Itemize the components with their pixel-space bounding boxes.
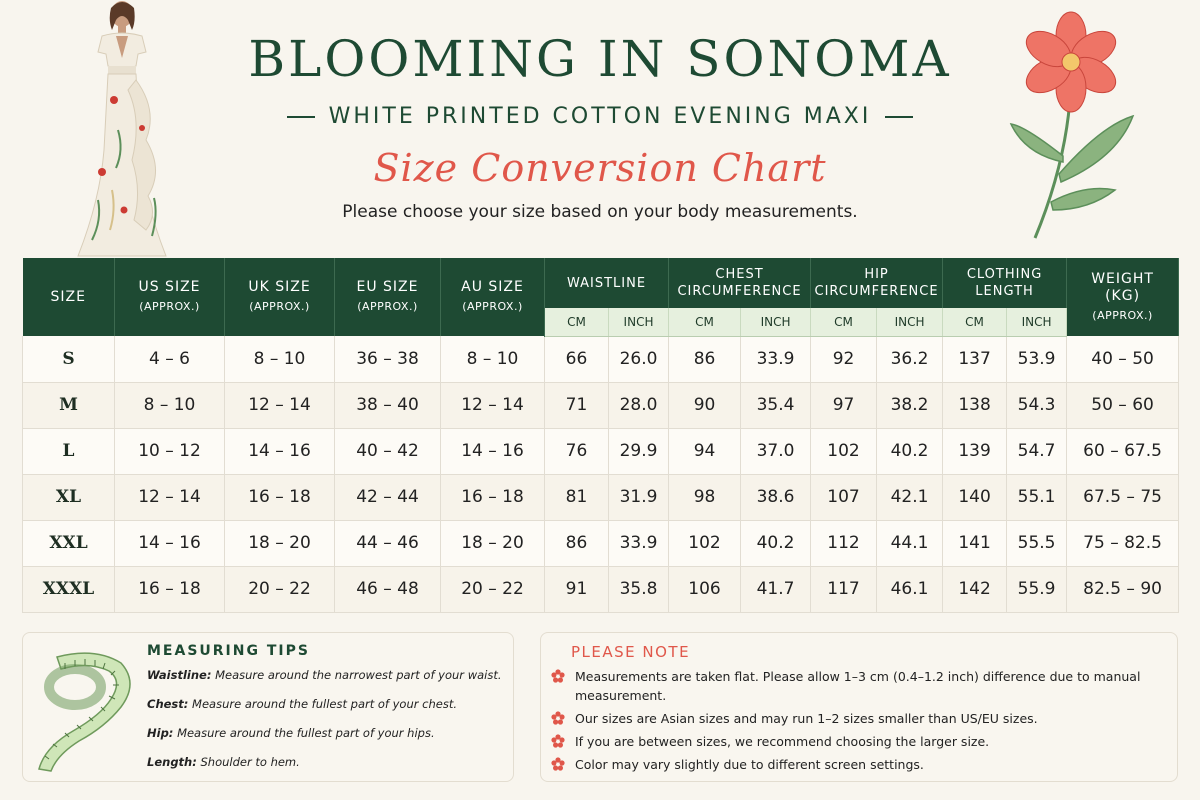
chest-inch-cell: 38.6: [741, 474, 811, 520]
note-text: If you are between sizes, we recommend choosing the larger size.: [575, 734, 990, 749]
flower-bullet-icon: [551, 757, 565, 771]
size-cell: M: [23, 382, 115, 428]
chest-cm-cell: 86: [669, 336, 741, 382]
hip-inch-cell: 38.2: [877, 382, 943, 428]
length-inch-cell: 55.1: [1007, 474, 1067, 520]
waist-cm-cell: 76: [545, 428, 609, 474]
table-row: [23, 336, 1179, 382]
tip-text: Measure around the fullest part of your chest.: [192, 697, 457, 711]
length-cm-cell: 137: [943, 336, 1007, 382]
waist-cm-cell: 66: [545, 336, 609, 382]
length-inch-cell: 54.7: [1007, 428, 1067, 474]
tips-list: [147, 667, 507, 783]
size-cell: L: [23, 428, 115, 474]
hip-cm-cell: 97: [811, 382, 877, 428]
us-size-cell: 8 – 10: [115, 382, 225, 428]
length-cm-cell: 138: [943, 382, 1007, 428]
length-inch-cell: 53.9: [1007, 336, 1067, 382]
us-size-cell: 10 – 12: [115, 428, 225, 474]
unit-cm: CM: [811, 308, 877, 336]
unit-cm: CM: [943, 308, 1007, 336]
au-size-cell: 20 – 22: [441, 566, 545, 612]
header-waistline: WAISTLINE: [545, 258, 669, 308]
note-heading: PLEASE NOTE: [571, 643, 691, 661]
note-item: [551, 732, 1151, 751]
waist-cm-cell: 71: [545, 382, 609, 428]
header-eu-size: EU SIZE (APPROX.): [335, 258, 441, 336]
chest-inch-cell: 40.2: [741, 520, 811, 566]
header-au-size: AU SIZE (APPROX.): [441, 258, 545, 336]
measuring-tips-card: [22, 632, 514, 782]
eu-size-cell: 36 – 38: [335, 336, 441, 382]
uk-size-cell: 14 – 16: [225, 428, 335, 474]
weight-cell: 50 – 60: [1067, 382, 1179, 428]
note-text: Color may vary slightly due to different screen settings.: [575, 757, 924, 772]
waist-inch-cell: 31.9: [609, 474, 669, 520]
waist-inch-cell: 26.0: [609, 336, 669, 382]
eu-size-cell: 46 – 48: [335, 566, 441, 612]
please-note-card: [540, 632, 1178, 782]
weight-cell: 75 – 82.5: [1067, 520, 1179, 566]
au-size-cell: 16 – 18: [441, 474, 545, 520]
note-text: Our sizes are Asian sizes and may run 1–2 sizes smaller than US/EU sizes.: [575, 711, 1038, 726]
flower-bullet-icon: [551, 669, 565, 683]
subtitle-dash-right: [885, 116, 913, 118]
au-size-cell: 14 – 16: [441, 428, 545, 474]
hip-cm-cell: 102: [811, 428, 877, 474]
weight-cell: 67.5 – 75: [1067, 474, 1179, 520]
tip-length: [147, 754, 507, 783]
note-text: Measurements are taken flat. Please allow 1–3 cm (0.4–1.2 inch) difference due to manual measurement.: [575, 669, 1141, 703]
table-row: [23, 566, 1179, 612]
hip-cm-cell: 107: [811, 474, 877, 520]
tip-label: Waistline:: [147, 668, 212, 682]
header-uk-size: UK SIZE (APPROX.): [225, 258, 335, 336]
tips-heading: MEASURING TIPS: [147, 643, 310, 659]
waist-cm-cell: 91: [545, 566, 609, 612]
eu-size-cell: 44 – 46: [335, 520, 441, 566]
tip-text: Measure around the fullest part of your hips.: [177, 726, 435, 740]
us-size-cell: 14 – 16: [115, 520, 225, 566]
tip-text: Shoulder to hem.: [200, 755, 300, 769]
us-size-cell: 12 – 14: [115, 474, 225, 520]
subtitle-dash-left: [287, 116, 315, 118]
weight-cell: 82.5 – 90: [1067, 566, 1179, 612]
hip-cm-cell: 112: [811, 520, 877, 566]
chest-cm-cell: 94: [669, 428, 741, 474]
header-us-size: US SIZE (APPROX.): [115, 258, 225, 336]
note-item: [551, 755, 1151, 774]
note-item: [551, 709, 1151, 728]
length-inch-cell: 54.3: [1007, 382, 1067, 428]
waist-cm-cell: 81: [545, 474, 609, 520]
product-subtitle: WHITE PRINTED COTTON EVENING MAXI: [328, 104, 872, 129]
length-cm-cell: 142: [943, 566, 1007, 612]
waist-cm-cell: 86: [545, 520, 609, 566]
note-list: [551, 667, 1151, 778]
note-item: [551, 667, 1151, 705]
unit-cm: CM: [545, 308, 609, 336]
header-chest: CHEST CIRCUMFERENCE: [669, 258, 811, 308]
table-header-row: [23, 258, 1179, 308]
uk-size-cell: 18 – 20: [225, 520, 335, 566]
hip-cm-cell: 117: [811, 566, 877, 612]
uk-size-cell: 8 – 10: [225, 336, 335, 382]
header-size: SIZE: [23, 258, 115, 336]
length-cm-cell: 141: [943, 520, 1007, 566]
unit-inch: INCH: [1007, 308, 1067, 336]
length-inch-cell: 55.9: [1007, 566, 1067, 612]
hip-inch-cell: 44.1: [877, 520, 943, 566]
table-row: [23, 382, 1179, 428]
header-hip: HIP CIRCUMFERENCE: [811, 258, 943, 308]
waist-inch-cell: 28.0: [609, 382, 669, 428]
table-row: [23, 520, 1179, 566]
flower-bullet-icon: [551, 711, 565, 725]
table-row: [23, 474, 1179, 520]
au-size-cell: 12 – 14: [441, 382, 545, 428]
us-size-cell: 4 – 6: [115, 336, 225, 382]
chest-inch-cell: 35.4: [741, 382, 811, 428]
tip-label: Length:: [147, 755, 197, 769]
size-conversion-table: [22, 258, 1179, 613]
chest-cm-cell: 98: [669, 474, 741, 520]
header-length: CLOTHING LENGTH: [943, 258, 1067, 308]
uk-size-cell: 20 – 22: [225, 566, 335, 612]
length-inch-cell: 55.5: [1007, 520, 1067, 566]
tip-chest: [147, 696, 507, 725]
uk-size-cell: 16 – 18: [225, 474, 335, 520]
size-cell: S: [23, 336, 115, 382]
subtitle-row: [0, 104, 1200, 129]
eu-size-cell: 38 – 40: [335, 382, 441, 428]
waist-inch-cell: 29.9: [609, 428, 669, 474]
chest-inch-cell: 41.7: [741, 566, 811, 612]
unit-cm: CM: [669, 308, 741, 336]
waist-inch-cell: 33.9: [609, 520, 669, 566]
chest-cm-cell: 106: [669, 566, 741, 612]
instruction-text: Please choose your size based on your body measurements.: [342, 202, 858, 222]
unit-inch: INCH: [609, 308, 669, 336]
eu-size-cell: 42 – 44: [335, 474, 441, 520]
length-cm-cell: 139: [943, 428, 1007, 474]
length-cm-cell: 140: [943, 474, 1007, 520]
chest-cm-cell: 90: [669, 382, 741, 428]
size-cell: XL: [23, 474, 115, 520]
hip-inch-cell: 40.2: [877, 428, 943, 474]
hip-inch-cell: 42.1: [877, 474, 943, 520]
flower-bullet-icon: [551, 734, 565, 748]
waist-inch-cell: 35.8: [609, 566, 669, 612]
size-cell: XXL: [23, 520, 115, 566]
us-size-cell: 16 – 18: [115, 566, 225, 612]
chest-cm-cell: 102: [669, 520, 741, 566]
brand-title: BLOOMING IN SONOMA: [248, 30, 952, 88]
size-cell: XXXL: [23, 566, 115, 612]
eu-size-cell: 40 – 42: [335, 428, 441, 474]
tip-label: Hip:: [147, 726, 174, 740]
weight-cell: 60 – 67.5: [1067, 428, 1179, 474]
uk-size-cell: 12 – 14: [225, 382, 335, 428]
table-row: [23, 428, 1179, 474]
weight-cell: 40 – 50: [1067, 336, 1179, 382]
chest-inch-cell: 33.9: [741, 336, 811, 382]
hip-cm-cell: 92: [811, 336, 877, 382]
unit-inch: INCH: [741, 308, 811, 336]
hip-inch-cell: 36.2: [877, 336, 943, 382]
hip-inch-cell: 46.1: [877, 566, 943, 612]
tip-hip: [147, 725, 507, 754]
tip-label: Chest:: [147, 697, 189, 711]
unit-inch: INCH: [877, 308, 943, 336]
au-size-cell: 18 – 20: [441, 520, 545, 566]
header-weight: WEIGHT (KG) (APPROX.): [1067, 258, 1179, 336]
tip-text: Measure around the narrowest part of your waist.: [215, 668, 502, 682]
measuring-tape-icon: [35, 649, 143, 773]
chart-title: Size Conversion Chart: [373, 146, 827, 190]
chest-inch-cell: 37.0: [741, 428, 811, 474]
tip-waistline: [147, 667, 507, 696]
au-size-cell: 8 – 10: [441, 336, 545, 382]
